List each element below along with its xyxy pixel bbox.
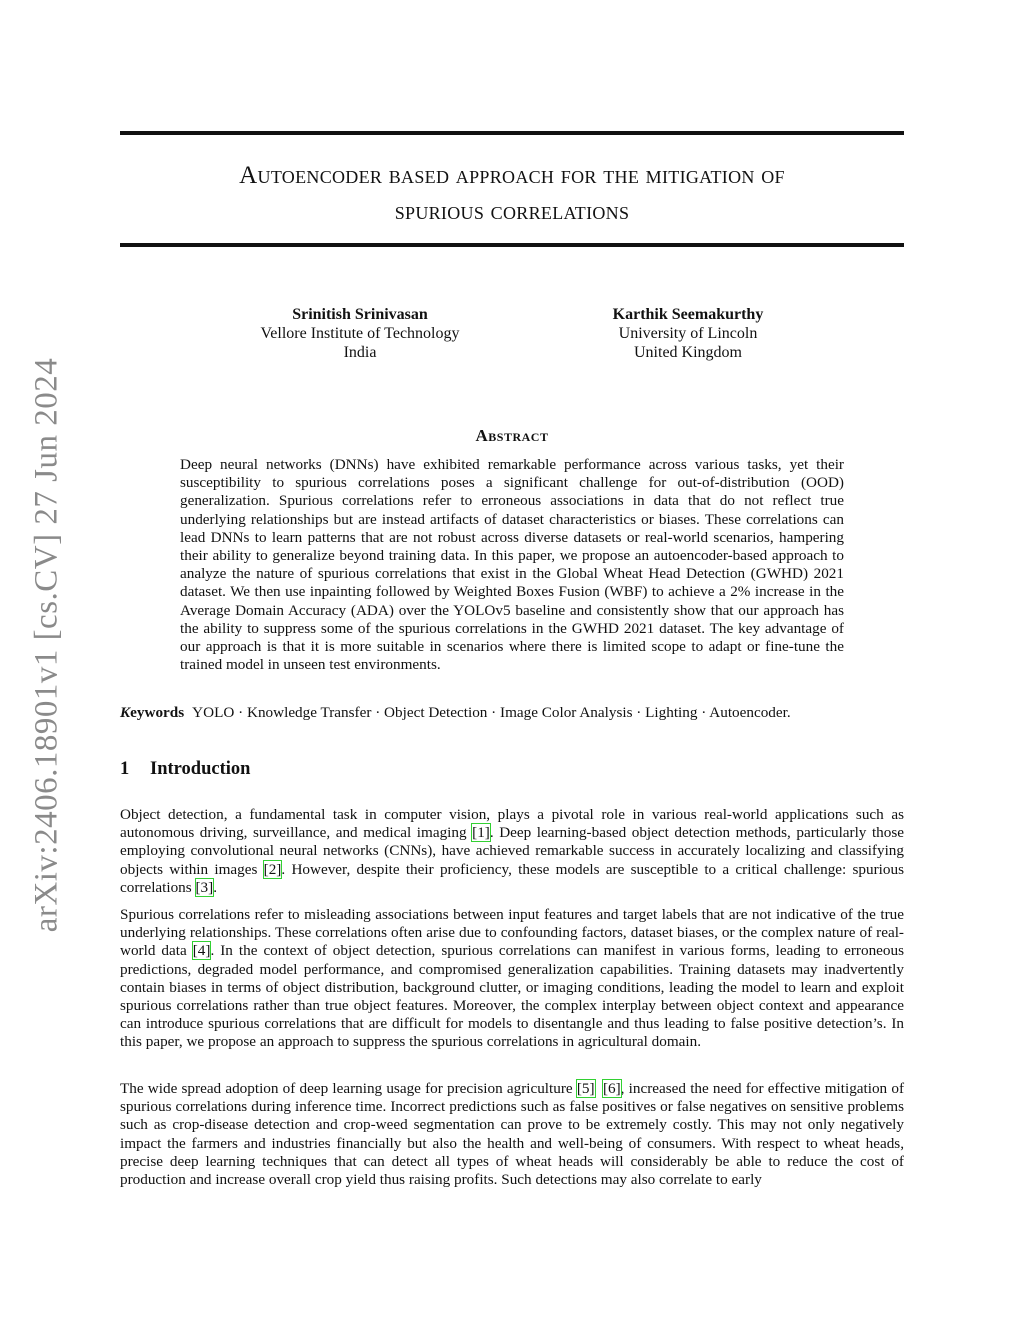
paragraph-3: The wide spread adoption of deep learning usage for precision agriculture [5] [6], increased the need for effective mitigation of spurious correlations during inference time. Incorrect predictions such as false positives or false negatives on sensitive problems such as crop-disease detection and crop-weed segmentation can prove to be extremely costly. This may not only negatively impact the farmers and industries financially but also the health and well-being of consumers. With respect to wheat heads, precise deep learning techniques that can detect all types of wheat heads will considerably be able to reduce the cost of production and increase overall crop yield thus raising profits. Such detections may also correlate to early [120,1080,904,1189]
author-name: Srinitish Srinivasan [292,306,428,323]
citation-link[interactable]: [3] [195,878,214,896]
section-heading-introduction [120,759,250,780]
author-block-1 [230,305,490,362]
paragraph-1: Object detection, a fundamental task in computer vision, plays a pivotal role in various real-world applications such as autonomous driving, surveillance, and medical imaging [1]. Deep learning-based object detection methods, particularly those employing convolutional neural networks (CNNs), have achieved remarkable success in accurately localizing and classifying objects within images [2]. However, despite their proficiency, these models are susceptible to a critical challenge: spurious correlations [3]. [120,806,905,896]
arxiv-identifier: arXiv:2406.18901v1 [cs.CV] 27 Jun 2024 [28,357,65,933]
author-name: Karthik Seemakurthy [612,306,764,323]
keywords [120,704,904,722]
abstract-heading: Abstract [475,426,549,445]
citation-link[interactable]: [5] [576,1080,595,1097]
section-number: 1 [120,759,130,779]
citation-link[interactable]: [6] [602,1080,621,1097]
keywords-label: Keywords [120,704,185,721]
section-title: Introduction [150,759,251,779]
abstract-text: Deep neural networks (DNNs) have exhibited remarkable performance across various tasks, yet their susceptibility to spurious correlations poses a significant challenge for out-of-distribution (OOD) generalization. Spurious correlations refer to erroneous associations in data that do not reflect true underlying relationships but are instead artifacts of dataset characteristics or biases. These correlations can lead DNNs to learn patterns that are not robust across diverse datasets or real-world scenarios, hampering their ability to generalize beyond training data. In this paper, we propose an autoencoder-based approach to analyze the nature of spurious correlations that exist in the Global Wheat Head Detection (GWHD) 2021 dataset. We then use inpainting followed by Weighted Boxes Fusion (WBF) to achieve a 2% increase in the Average Domain Accuracy (ADA) over the YOLOv5 baseline and consistently show that our approach has the ability to suppress some of the spurious correlations in the GWHD 2021 dataset. The key advantage of our approach is that it is more suitable in scenarios where there is limited scope to adapt or fine-tune the trained model in unseen test environments. [180,456,844,674]
citation-link[interactable]: [4] [192,942,211,960]
author-block-2 [558,305,818,362]
author-affiliation: University of Lincoln [618,325,758,342]
paragraph-2: Spurious correlations refer to misleading associations between input features and target labels that are not indicative of the true underlying relationships. These correlations often arise due to confounding factors, dataset biases, or the complex nature of real-world data [4]. In the context of object detection, spurious correlations can manifest in various forms, leading to erroneous predictions, degraded model performance, and compromised generalization capabilities. Training datasets may inadvertently contain biases in terms of object distribution, background clutter, or imaging conditions, leading the model to learn and exploit spurious correlations rather than true object features. Moreover, the complex interplay between object context and appearance can introduce spurious correlations that are difficult for models to disentangle and thus leading to false positive detection’s. In this paper, we propose an approach to suppress the spurious correlations in agricultural domain. [120,906,905,1051]
author-country: United Kingdom [634,344,742,361]
title-top-rule [120,131,904,135]
title-line-1: Autoencoder based approach for the mitigation of [239,162,785,189]
citation-link[interactable]: [1] [472,824,490,842]
keywords-list: YOLO · Knowledge Transfer · Object Detection · Image Color Analysis · Lighting · Autoencoder. [192,704,791,721]
author-affiliation: Vellore Institute of Technology [260,325,460,342]
title-line-2: spurious correlations [394,198,630,225]
citation-link[interactable]: [2] [263,860,282,878]
title-bottom-rule [120,243,904,247]
author-country: India [343,344,377,361]
paper-title [120,158,904,230]
